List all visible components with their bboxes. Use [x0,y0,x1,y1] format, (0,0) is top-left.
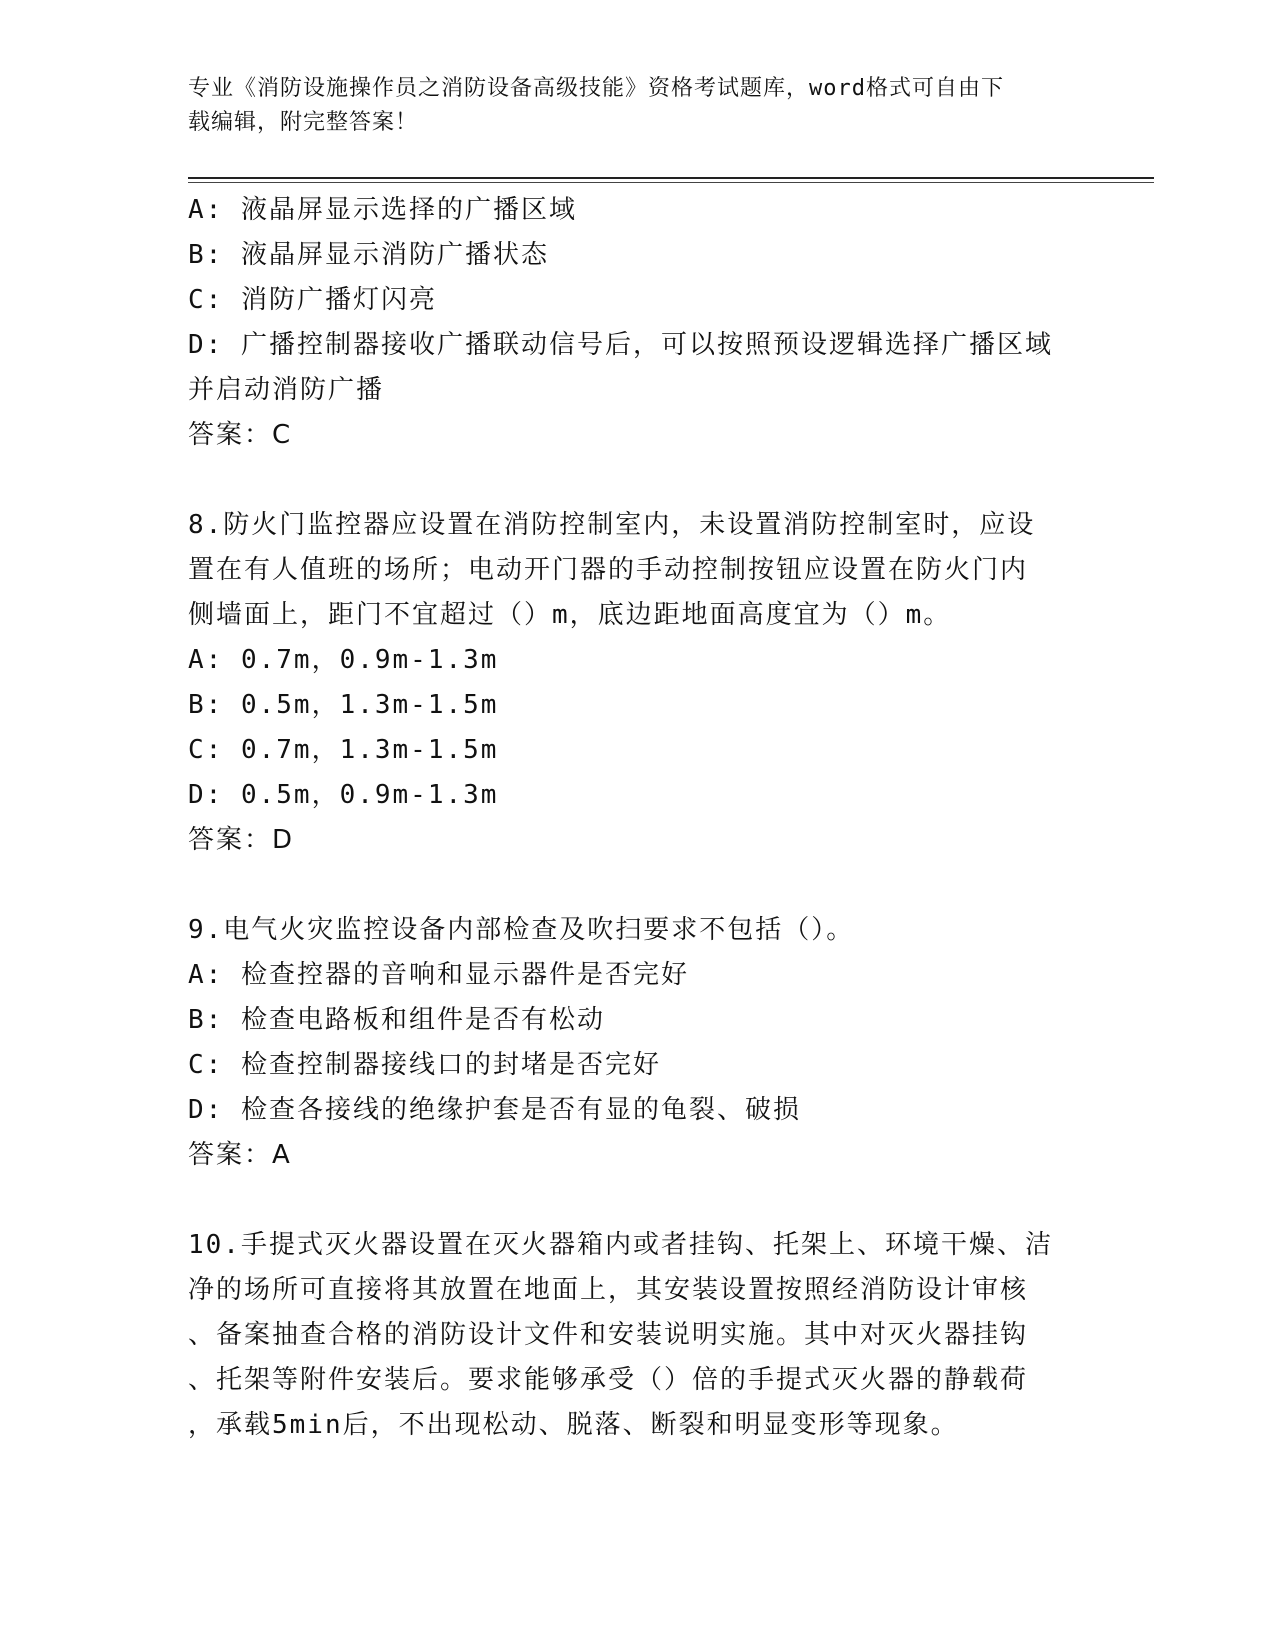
question-9 [188,908,1088,1178]
option-c: C: 消防广播灯闪亮 [188,285,437,315]
answer: 答案：D [188,825,295,855]
option-d: D: 检查各接线的绝缘护套是否有显的龟裂、破损 [188,1095,801,1125]
question-spacer [188,458,1088,503]
option-b: B: 检查电路板和组件是否有松动 [188,1005,605,1035]
header-rule-thick [188,177,1154,179]
header-rule-thin [188,182,1154,183]
answer: 答案：A [188,1140,292,1170]
question-stem-line: 净的场所可直接将其放置在地面上，其安装设置按照经消防设计审核 [188,1275,1029,1305]
question-stem-line: 10.手提式灭火器设置在灭火器箱内或者挂钩、托架上、环境干燥、洁 [188,1230,1053,1260]
option-b: B: 0.5m，1.3m-1.5m [188,690,499,720]
option-a: A: 0.7m，0.9m-1.3m [188,645,499,675]
question-10 [188,1223,1088,1448]
question-stem-line: 9.电气火灾监控设备内部检查及吹扫要求不包括（）。 [188,915,855,945]
question-stem-line: 、备案抽查合格的消防设计文件和安装说明实施。其中对灭火器挂钩 [188,1320,1029,1350]
option-d: D: 0.5m，0.9m-1.3m [188,780,499,810]
header-line-1: 专业《消防设施操作员之消防设备高级技能》资格考试题库，word格式可自由下 [188,76,1004,101]
document-header [188,72,1088,140]
question-8 [188,503,1088,863]
document-body [188,188,1088,1448]
option-a: A: 液晶屏显示选择的广播区域 [188,195,577,225]
question-7 [188,188,1088,458]
header-line-2: 载编辑，附完整答案！ [188,110,419,135]
option-a: A: 检查控器的音响和显示器件是否完好 [188,960,689,990]
answer: 答案：C [188,420,293,450]
question-stem-line: ，承载5min后，不出现松动、脱落、断裂和明显变形等现象。 [188,1410,959,1440]
question-stem-line: 、托架等附件安装后。要求能够承受（）倍的手提式灭火器的静载荷 [188,1365,1029,1395]
question-stem-line: 8.防火门监控器应设置在消防控制室内，未设置消防控制室时，应设 [188,510,1036,540]
question-stem-line: 侧墙面上，距门不宜超过（）m，底边距地面高度宜为（）m。 [188,600,952,630]
option-d-continued: 并启动消防广播 [188,375,385,405]
question-stem-line: 置在有人值班的场所；电动开门器的手动控制按钮应设置在防火门内 [188,555,1029,585]
question-spacer [188,863,1088,908]
question-spacer [188,1178,1088,1223]
option-c: C: 检查控制器接线口的封堵是否完好 [188,1050,661,1080]
option-d: D: 广播控制器接收广播联动信号后，可以按照预设逻辑选择广播区域 [188,330,1053,360]
option-c: C: 0.7m，1.3m-1.5m [188,735,499,765]
option-b: B: 液晶屏显示消防广播状态 [188,240,549,270]
